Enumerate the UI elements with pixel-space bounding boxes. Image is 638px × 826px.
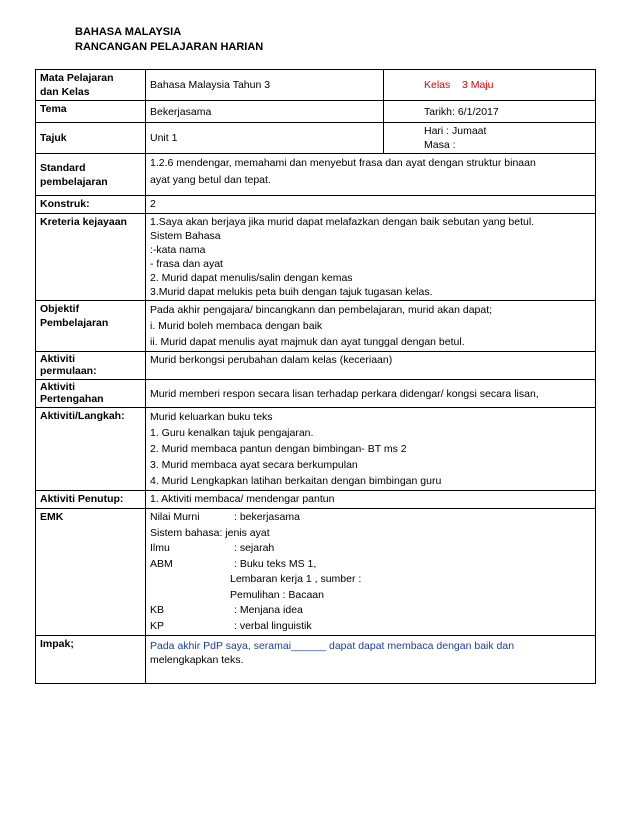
standard-value [146, 154, 596, 196]
list-item: 2. Murid membaca pantun dengan bimbingan- BT ms 2 [150, 443, 407, 455]
emk-val: : sejarah [234, 542, 275, 554]
text-line: 1.Saya akan berjaya jika murid dapat melafazkan dengan baik sebutan yang betul. [150, 216, 535, 228]
label-standard [36, 154, 146, 196]
kelas-cell [384, 70, 596, 101]
pertengahan-value: Murid memberi respon secara lisan terhadap perkara didengar/ kongsi secara lisan, [146, 380, 596, 408]
label-permulaan [36, 352, 146, 380]
label-line: Aktiviti [40, 381, 76, 393]
masa-value: Masa : [424, 139, 456, 151]
list-item: 1. Guru kenalkan tajuk pengajaran. [150, 427, 314, 439]
konstruk-value: 2 [146, 196, 596, 214]
emk-key: Nilai Murni [150, 511, 200, 523]
lesson-plan-table [35, 69, 596, 684]
emk-kp [150, 619, 591, 635]
impak-line1: Pada akhir PdP saya, seramai______ dapat dapat membaca dengan baik dan [150, 640, 515, 652]
label-konstruk: Konstruk: [36, 196, 146, 214]
label-line: Mata Pelajaran [40, 72, 114, 84]
emk-val: : Buku teks MS 1, [234, 557, 317, 570]
kelas-label: Kelas [424, 79, 451, 91]
label-langkah: Aktiviti/Langkah: [36, 408, 146, 491]
header-title: RANCANGAN PELAJARAN HARIAN [75, 41, 264, 53]
list-item: 3. Murid membaca ayat secara berkumpulan [150, 459, 358, 471]
tajuk-value: Unit 1 [146, 123, 384, 154]
text-line: Pada akhir pengajara/ bincangkann dan pembelajaran, murid akan dapat; [150, 304, 493, 316]
text-line: 2. Murid dapat menulis/salin dengan kemas [150, 272, 353, 284]
label-tema: Tema [36, 101, 146, 123]
row-permulaan [36, 352, 596, 380]
emk-nilai [150, 510, 591, 526]
emk-abm-3: Pemulihan : Bacaan [230, 588, 324, 601]
label-line: Pertengahan [40, 393, 104, 405]
hari-value: Hari : Jumaat [424, 125, 487, 137]
penutup-value: 1. Aktiviti membaca/ mendengar pantun [146, 491, 596, 509]
emk-value [146, 509, 596, 636]
label-line: pembelajaran [40, 175, 108, 188]
impak-line2: melengkapkan teks. [150, 654, 244, 666]
label-pertengahan [36, 380, 146, 408]
row-kreteria [36, 214, 596, 301]
emk-key: ABM [150, 557, 173, 570]
text-line: - frasa dan ayat [150, 258, 223, 270]
kelas-value: 3 Maju [461, 79, 494, 91]
emk-ilmu [150, 541, 591, 557]
permulaan-value: Murid berkongsi perubahan dalam kelas (keceriaan) [146, 352, 596, 380]
emk-kb [150, 603, 591, 619]
emk-abm [150, 557, 591, 573]
document-header [75, 25, 263, 55]
row-objektif [36, 301, 596, 352]
header-subject: BAHASA MALAYSIA [75, 26, 182, 38]
row-emk [36, 509, 596, 636]
row-langkah [36, 408, 596, 491]
kreteria-value [146, 214, 596, 301]
list-item: ii. Murid dapat menulis ayat majmuk dan ayat tunggal dengan betul. [150, 336, 465, 348]
emk-val: : Menjana idea [234, 604, 303, 616]
list-item: i. Murid boleh membaca dengan baik [150, 320, 323, 332]
text-line: Murid keluarkan buku teks [150, 411, 273, 423]
label-line: Pembelajaran [40, 317, 109, 329]
emk-val: : bekerjasama [234, 511, 300, 523]
emk-sistem: Sistem bahasa: jenis ayat [150, 526, 270, 539]
label-emk: EMK [36, 509, 146, 636]
label-tajuk: Tajuk [36, 123, 146, 154]
label-line: Standard [40, 161, 86, 174]
emk-val: : verbal linguistik [234, 619, 312, 632]
impak-value [146, 636, 596, 684]
row-pertengahan [36, 380, 596, 408]
emk-abm-2: Lembaran kerja 1 , sumber : [230, 573, 362, 585]
subject-value: Bahasa Malaysia Tahun 3 [146, 70, 384, 101]
row-tema [36, 101, 596, 123]
row-standard [36, 154, 596, 196]
emk-key: Ilmu [150, 542, 170, 554]
label-kreteria: Kreteria kejayaan [36, 214, 146, 301]
text-line: 3.Murid dapat melukis peta buih dengan tajuk tugasan kelas. [150, 286, 433, 298]
row-mata-pelajaran [36, 70, 596, 101]
row-impak [36, 636, 596, 684]
label-objektif [36, 301, 146, 352]
emk-key: KB [150, 604, 165, 616]
list-item: 4. Murid Lengkapkan latihan berkaitan dengan bimbingan guru [150, 475, 442, 487]
text-line: ayat yang betul dan tepat. [150, 174, 271, 186]
label-line: Objektif [40, 303, 80, 315]
text-line: :-kata nama [150, 244, 206, 256]
label-impak: Impak; [36, 636, 146, 684]
label-line: Aktiviti [40, 353, 76, 365]
text-line: Sistem Bahasa [150, 230, 221, 242]
text-line: 1.2.6 mendengar, memahami dan menyebut frasa dan ayat dengan struktur binaan [150, 157, 536, 169]
row-tajuk [36, 123, 596, 154]
label-line: dan Kelas [40, 86, 90, 98]
emk-key: KP [150, 619, 165, 632]
objektif-value [146, 301, 596, 352]
tema-value: Bekerjasama [146, 101, 384, 123]
hari-masa-cell [384, 123, 596, 154]
row-penutup [36, 491, 596, 509]
label-line: permulaan: [40, 365, 97, 377]
label-penutup: Aktiviti Penutup: [36, 491, 146, 509]
row-konstruk [36, 196, 596, 214]
tarikh-value: Tarikh: 6/1/2017 [384, 101, 596, 123]
langkah-value [146, 408, 596, 491]
label-mata-pelajaran [36, 70, 146, 101]
